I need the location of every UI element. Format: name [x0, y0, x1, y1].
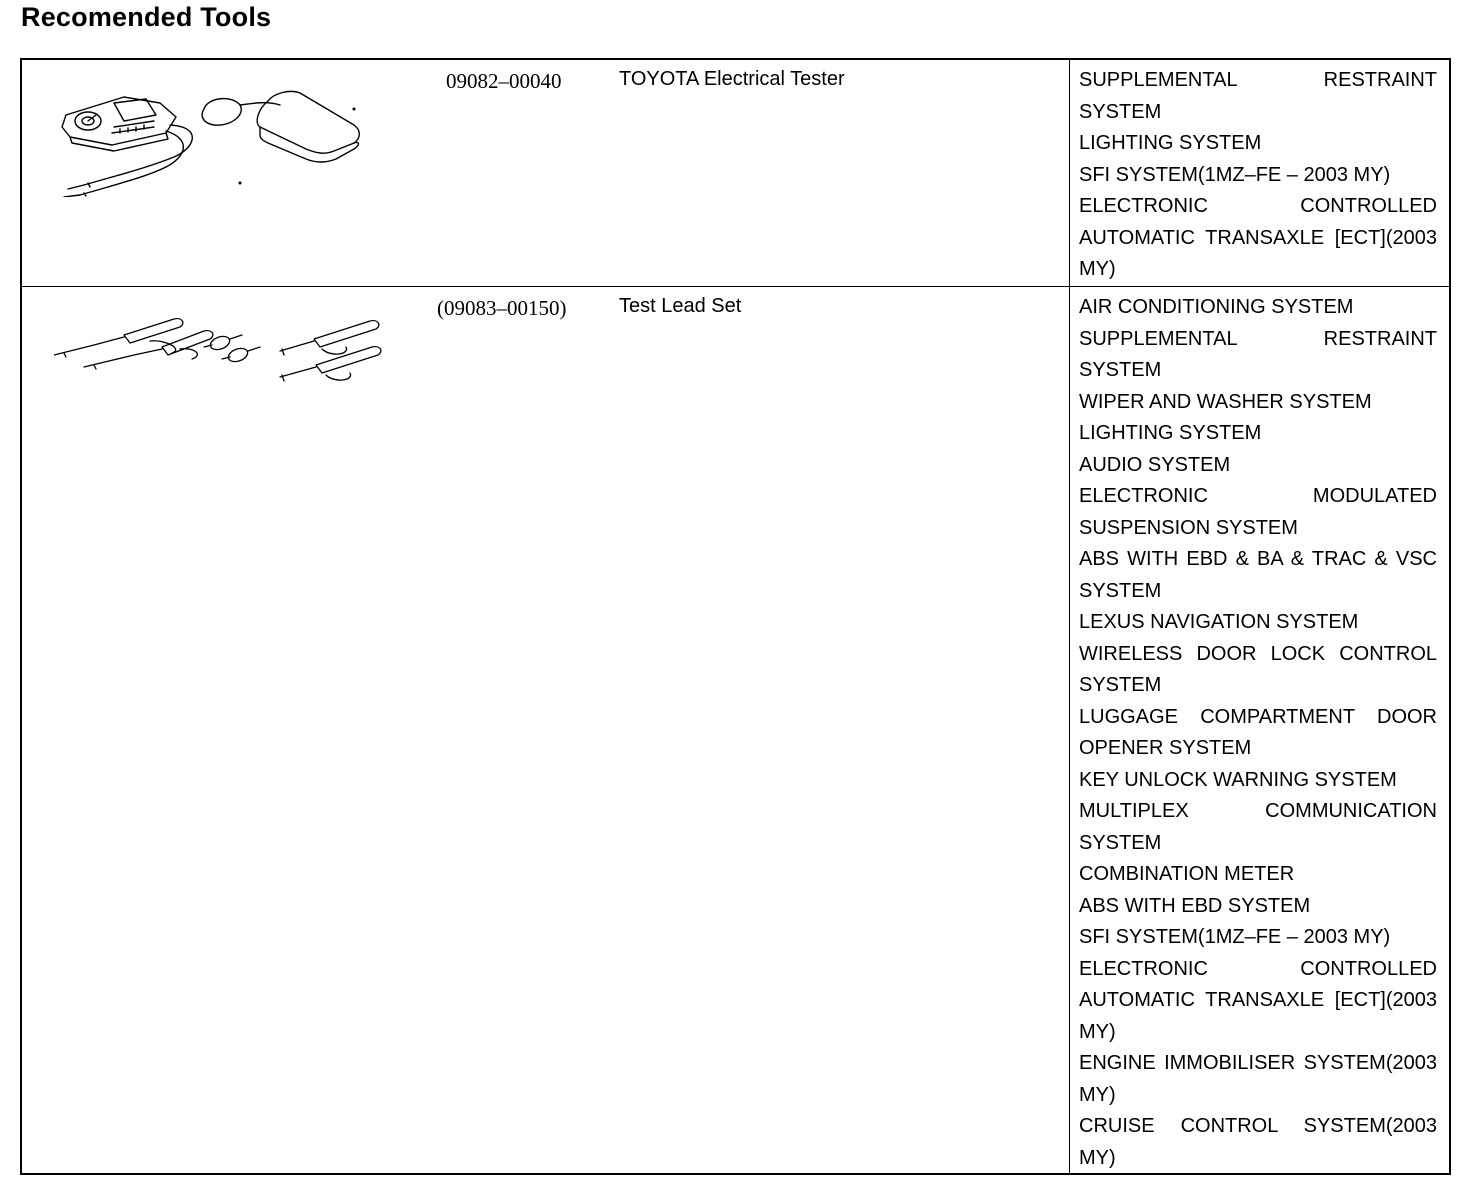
system-item: SFI SYSTEM(1MZ–FE – 2003 MY)	[1079, 926, 1391, 948]
system-item: WIRELESS DOOR LOCK CONTROL SYSTEM	[1079, 642, 1437, 696]
tools-table	[20, 58, 1451, 1175]
applicable-systems-list	[1079, 65, 1437, 286]
system-item: LUGGAGE COMPARTMENT DOOR OPENER SYSTEM	[1079, 705, 1437, 759]
system-item: SUPPLEMENTAL RESTRAINT SYSTEM	[1079, 327, 1437, 381]
system-item: WIPER AND WASHER SYSTEM	[1079, 390, 1372, 413]
column-divider	[1069, 60, 1070, 286]
test-lead-set-illustration-icon	[54, 309, 384, 391]
system-item: COMBINATION METER	[1079, 863, 1295, 885]
system-item: ELECTRONIC CONTROLLED AUTOMATIC TRANSAXLE [ECT](2003 MY)	[1079, 195, 1437, 280]
system-item: SUPPLEMENTAL RESTRAINT SYSTEM	[1079, 69, 1437, 123]
tool-name: Test Lead Set	[619, 295, 742, 317]
part-number: 09082–00040	[446, 69, 562, 93]
system-item: KEY UNLOCK WARNING SYSTEM	[1079, 768, 1397, 791]
tool-row-electrical-tester	[22, 60, 1449, 287]
tool-row-test-lead-set	[22, 287, 1449, 1175]
system-item: ELECTRONIC CONTROLLED AUTOMATIC TRANSAXLE [ECT](2003 MY)	[1079, 957, 1437, 1043]
system-item: CRUISE CONTROL SYSTEM(2003 MY)	[1079, 1115, 1437, 1169]
system-item: ELECTRONIC MODULATED SUSPENSION SYSTEM	[1079, 485, 1437, 539]
system-item: ABS WITH EBD & BA & TRAC & VSC SYSTEM	[1079, 548, 1437, 602]
electrical-tester-illustration-icon	[54, 87, 372, 197]
page-title: Recomended Tools	[21, 2, 272, 32]
applicable-systems-list	[1079, 292, 1437, 1174]
tool-name: TOYOTA Electrical Tester	[619, 68, 845, 90]
system-item: LIGHTING SYSTEM	[1079, 422, 1262, 444]
system-item: AUDIO SYSTEM	[1079, 453, 1231, 476]
part-number: (09083–00150)	[437, 296, 567, 320]
system-item: LEXUS NAVIGATION SYSTEM	[1079, 611, 1359, 633]
system-item: ABS WITH EBD SYSTEM	[1079, 894, 1311, 917]
column-divider	[1069, 287, 1070, 1175]
system-item: AIR CONDITIONING SYSTEM	[1079, 296, 1354, 318]
system-item: MULTIPLEX COMMUNICATION SYSTEM	[1079, 800, 1437, 854]
system-item: SFI SYSTEM(1MZ–FE – 2003 MY)	[1079, 163, 1391, 186]
system-item: ENGINE IMMOBILISER SYSTEM(2003 MY)	[1079, 1052, 1437, 1106]
system-item: LIGHTING SYSTEM	[1079, 132, 1262, 154]
